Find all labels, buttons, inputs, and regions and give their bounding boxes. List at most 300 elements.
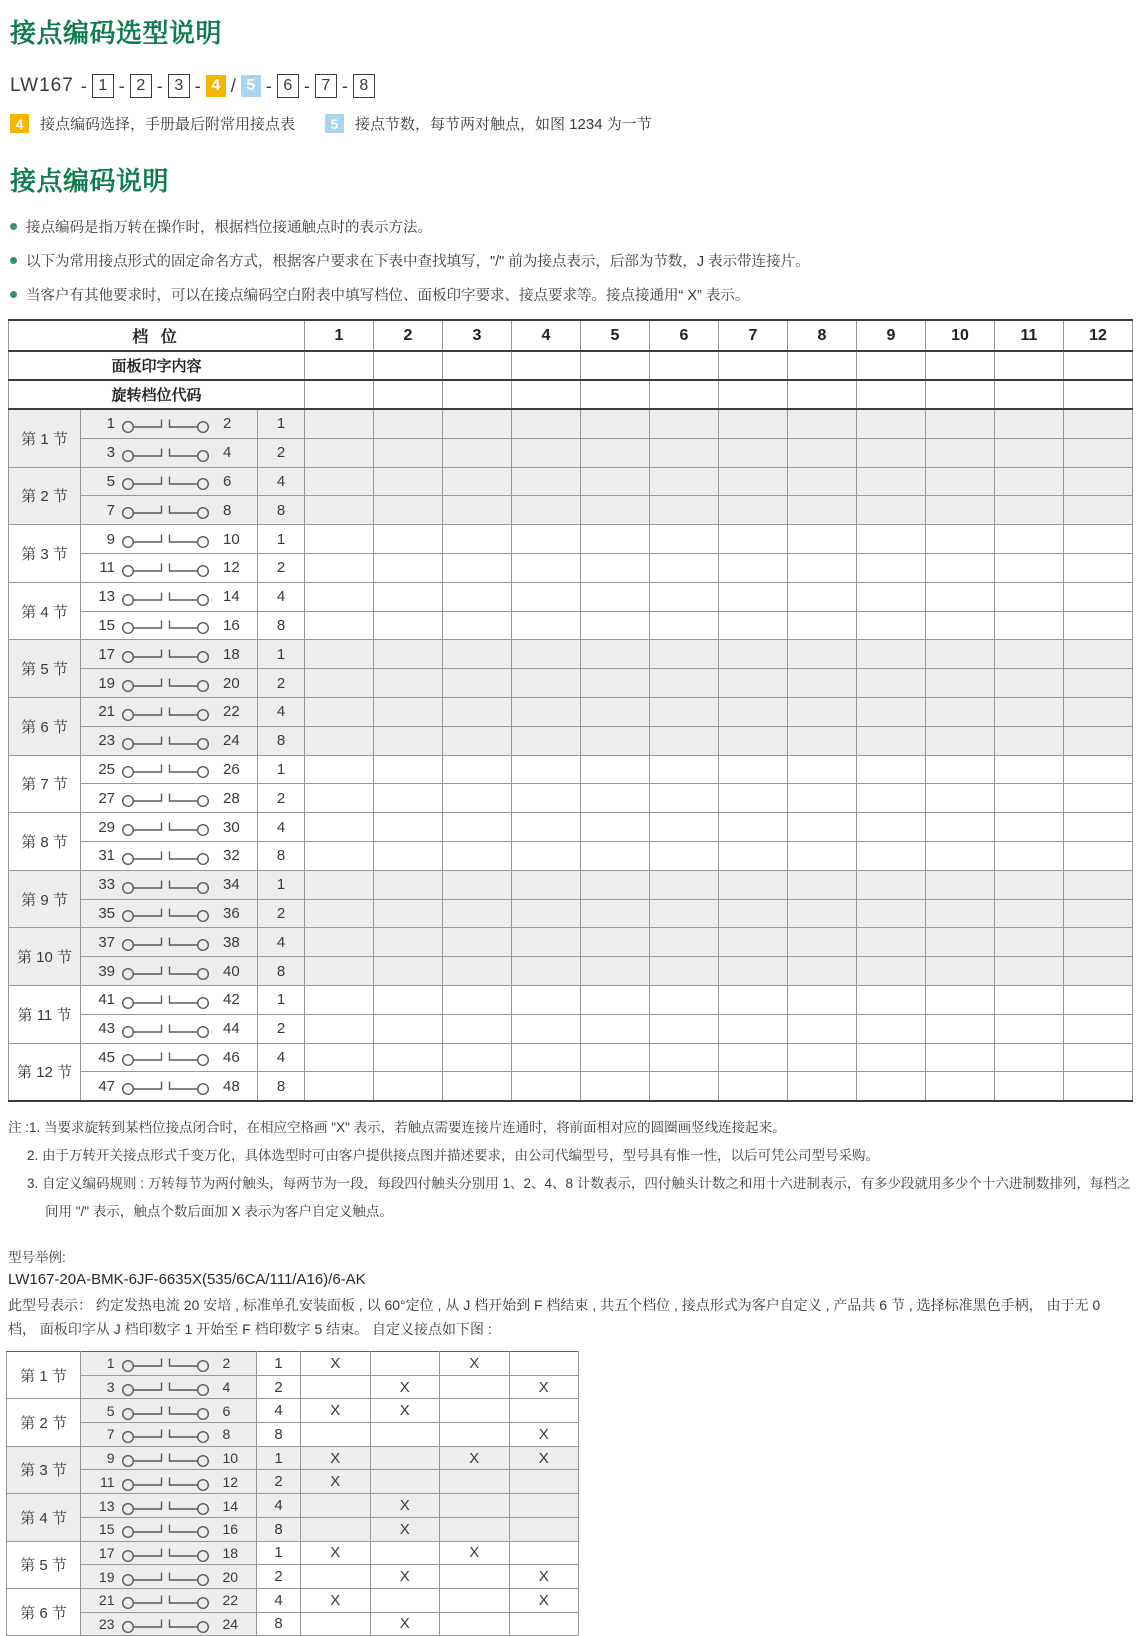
contact-mark-cell <box>370 1470 440 1494</box>
grid-cell <box>995 726 1064 755</box>
grid-cell <box>788 640 857 669</box>
grid-cell <box>581 985 650 1014</box>
gear-col-header: 10 <box>926 320 995 351</box>
grid-cell <box>305 409 374 438</box>
section-label: 第 1 节 <box>9 409 81 467</box>
contact-row <box>9 1072 1133 1101</box>
grid-cell <box>443 899 512 928</box>
rotary-code-cell <box>374 380 443 409</box>
terminal-number-right: 42 <box>223 991 240 1009</box>
legend-badge-4: 4 <box>10 114 29 133</box>
grid-cell <box>995 669 1064 698</box>
grid-cell <box>443 582 512 611</box>
grid-cell <box>926 813 995 842</box>
grid-cell <box>443 1043 512 1072</box>
panel-print-cell <box>374 351 443 380</box>
code-cell: 2 <box>258 438 305 467</box>
contact-row <box>9 525 1133 554</box>
contact-cell <box>81 899 258 928</box>
example-row <box>7 1423 579 1447</box>
note-2 <box>27 1142 1132 1170</box>
grid-cell <box>581 870 650 899</box>
grid-cell <box>512 697 581 726</box>
terminal-number-left: 7 <box>106 501 115 519</box>
gear-col-header: 11 <box>995 320 1064 351</box>
grid-cell <box>374 525 443 554</box>
contact-symbol <box>81 1472 256 1492</box>
contact-cell <box>81 755 258 784</box>
terminal-number-left: 25 <box>98 760 115 778</box>
grid-cell <box>305 841 374 870</box>
grid-cell <box>374 611 443 640</box>
terminal-number-right: 2 <box>222 1355 231 1372</box>
grid-cell <box>512 928 581 957</box>
grid-cell <box>995 985 1064 1014</box>
contact-symbol <box>81 587 257 607</box>
grid-cell <box>443 755 512 784</box>
terminal-number-right: 22 <box>222 1592 239 1609</box>
section-label: 第 6 节 <box>9 697 81 755</box>
code-cell: 1 <box>257 1352 301 1376</box>
panel-print-cell <box>581 351 650 380</box>
grid-cell <box>650 841 719 870</box>
grid-cell <box>719 870 788 899</box>
grid-cell <box>1064 467 1133 496</box>
grid-cell <box>443 928 512 957</box>
contact-row <box>9 726 1133 755</box>
section-label: 第 12 节 <box>9 1043 81 1101</box>
contact-symbol <box>81 1047 257 1067</box>
contact-cell <box>81 813 258 842</box>
contact-symbol <box>81 1543 256 1563</box>
grid-cell <box>926 467 995 496</box>
grid-cell <box>374 669 443 698</box>
contact-mark-cell <box>440 1612 510 1636</box>
grid-cell <box>374 553 443 582</box>
code-cell: 2 <box>258 1014 305 1043</box>
example-row <box>7 1588 579 1612</box>
contact-mark-cell <box>301 1612 371 1636</box>
grid-cell <box>374 496 443 525</box>
grid-cell <box>719 1014 788 1043</box>
grid-cell <box>374 841 443 870</box>
contact-symbol <box>81 644 257 664</box>
terminal-number-left: 9 <box>106 1450 115 1467</box>
terminal-number-right: 22 <box>223 703 240 721</box>
contact-mark-cell <box>301 1423 371 1447</box>
grid-cell <box>305 640 374 669</box>
terminal-number-right: 24 <box>223 732 240 750</box>
grid-cell <box>857 525 926 554</box>
code-cell: 4 <box>258 697 305 726</box>
grid-cell <box>719 841 788 870</box>
contact-mark-cell <box>440 1494 510 1518</box>
legend-item-4 <box>10 113 295 134</box>
grid-cell <box>788 553 857 582</box>
contact-symbol <box>81 1496 256 1516</box>
grid-cell <box>650 985 719 1014</box>
grid-cell <box>581 957 650 986</box>
bullet-dot-icon <box>10 223 17 230</box>
contact-mark-cell <box>301 1494 371 1518</box>
note-1 <box>8 1114 1132 1142</box>
grid-cell <box>305 669 374 698</box>
grid-cell <box>443 525 512 554</box>
grid-cell <box>1064 525 1133 554</box>
contact-symbol <box>81 759 257 779</box>
contact-symbol <box>81 990 257 1010</box>
section-label: 第 9 节 <box>9 870 81 928</box>
contact-symbol <box>81 903 257 923</box>
terminal-number-right: 34 <box>223 876 240 894</box>
grid-cell <box>512 1043 581 1072</box>
grid-cell <box>995 496 1064 525</box>
example-row <box>7 1612 579 1636</box>
contact-switch-icon <box>121 1519 217 1539</box>
contact-switch-icon <box>121 1543 217 1563</box>
code-cell: 8 <box>257 1517 301 1541</box>
grid-cell <box>1064 611 1133 640</box>
terminal-number-right: 44 <box>223 1020 240 1038</box>
note-text: 由于万转开关接点形式千变万化，具体选型时可由客户提供接点图并描述要求，由公司代编型号，型号具有惟一性，以后可凭公司型号采购。 <box>42 1148 880 1164</box>
grid-cell <box>1064 1014 1133 1043</box>
contact-cell <box>81 1541 257 1565</box>
grid-cell <box>857 985 926 1014</box>
legend-text-5: 接点节数，每节两对触点，如图 1234 为一节 <box>355 116 652 133</box>
contact-symbol <box>81 500 257 520</box>
grid-cell <box>581 784 650 813</box>
contact-switch-icon <box>121 817 217 837</box>
grid-cell <box>926 899 995 928</box>
gear-col-header: 8 <box>788 320 857 351</box>
contact-cell <box>81 1423 257 1447</box>
contact-symbol <box>81 1076 257 1096</box>
grid-cell <box>926 1072 995 1101</box>
gear-col-header: 2 <box>374 320 443 351</box>
contact-mark-cell <box>440 1399 510 1423</box>
grid-cell <box>512 985 581 1014</box>
terminal-number-left: 39 <box>98 962 115 980</box>
terminal-number-left: 9 <box>106 530 115 548</box>
contact-cell <box>81 1352 257 1376</box>
contact-switch-icon <box>121 471 217 491</box>
grid-cell <box>719 525 788 554</box>
grid-cell <box>1064 899 1133 928</box>
grid-cell <box>788 669 857 698</box>
grid-cell <box>581 755 650 784</box>
notes-block <box>8 1114 1132 1226</box>
terminal-number-right: 48 <box>223 1077 240 1095</box>
terminal-number-right: 8 <box>222 1426 231 1443</box>
grid-cell <box>512 496 581 525</box>
gear-col-header: 3 <box>443 320 512 351</box>
note-number: 2. <box>27 1148 39 1164</box>
grid-cell <box>512 438 581 467</box>
terminal-number-left: 11 <box>99 559 115 577</box>
grid-cell <box>581 813 650 842</box>
gear-col-header: 5 <box>581 320 650 351</box>
contact-cell <box>81 1043 258 1072</box>
contact-row <box>9 957 1133 986</box>
grid-cell <box>374 899 443 928</box>
example-contact-table <box>6 1351 579 1636</box>
grid-cell <box>788 409 857 438</box>
grid-cell <box>512 409 581 438</box>
rotary-code-cell <box>995 380 1064 409</box>
grid-cell <box>512 525 581 554</box>
model-separator: - <box>194 75 201 96</box>
grid-cell <box>305 813 374 842</box>
contact-symbol <box>81 1019 257 1039</box>
gear-col-header: 1 <box>305 320 374 351</box>
grid-cell <box>995 1072 1064 1101</box>
grid-cell <box>857 611 926 640</box>
grid-cell <box>305 611 374 640</box>
contact-cell <box>81 1494 257 1518</box>
contact-mark-cell <box>370 1588 440 1612</box>
code-cell: 1 <box>258 640 305 669</box>
grid-cell <box>788 841 857 870</box>
grid-cell <box>443 496 512 525</box>
rotary-code-cell <box>719 380 788 409</box>
grid-cell <box>305 870 374 899</box>
terminal-number-left: 47 <box>98 1077 115 1095</box>
contact-cell <box>81 640 258 669</box>
gear-col-header: 4 <box>512 320 581 351</box>
terminal-number-left: 19 <box>98 674 115 692</box>
terminal-number-right: 24 <box>222 1615 239 1632</box>
contact-symbol <box>81 817 257 837</box>
grid-cell <box>995 1043 1064 1072</box>
contact-mark-cell <box>440 1588 510 1612</box>
grid-cell <box>719 496 788 525</box>
grid-cell <box>443 467 512 496</box>
note-text: 当要求旋转到某档位接点闭合时，在相应空格画 "X" 表示，若触点需要连接片连通时，将前面相对应的圆圈画竖线连接起来。 <box>44 1120 786 1136</box>
datasheet-page <box>0 13 1140 1633</box>
contact-cell <box>81 1612 257 1636</box>
grid-cell <box>1064 438 1133 467</box>
grid-cell <box>512 755 581 784</box>
contact-switch-icon <box>121 903 217 923</box>
grid-cell <box>374 928 443 957</box>
terminal-number-right: 8 <box>223 501 232 519</box>
code-cell: 8 <box>258 611 305 640</box>
terminal-number-left: 17 <box>98 645 115 663</box>
terminal-number-left: 13 <box>98 588 115 606</box>
grid-cell <box>788 697 857 726</box>
grid-cell <box>857 928 926 957</box>
code-cell: 8 <box>258 496 305 525</box>
code-cell: 2 <box>258 784 305 813</box>
terminal-number-right: 18 <box>223 645 240 663</box>
contact-row <box>9 611 1133 640</box>
grid-cell <box>788 438 857 467</box>
example-description: 此型号表示： 约定发热电流 20 安培 , 标准单孔安装面板 , 以 60°定位 , 从 J 档开始到 F 档结束 , 共五个档位 , 接点形式为客户自定义 , 产品共 6 节 , 选择标准黑色手柄， 由于无 0 档， 面板印字从 J 档印数字 1 开始至 F 档印数字 5 结束。 自定义接点如下图 : <box>8 1296 1101 1337</box>
contact-mark-cell <box>370 1446 440 1470</box>
grid-cell <box>512 467 581 496</box>
grid-cell <box>512 870 581 899</box>
contact-mark-cell <box>370 1352 440 1376</box>
grid-cell <box>719 467 788 496</box>
contact-symbol <box>81 1424 256 1444</box>
grid-cell <box>995 697 1064 726</box>
contact-cell <box>81 870 258 899</box>
grid-cell <box>581 1014 650 1043</box>
contact-mark-cell <box>509 1517 579 1541</box>
gear-col-header: 12 <box>1064 320 1133 351</box>
grid-cell <box>512 611 581 640</box>
contact-cell <box>81 525 258 554</box>
grid-cell <box>926 611 995 640</box>
grid-cell <box>995 438 1064 467</box>
contact-mark-cell: X <box>370 1517 440 1541</box>
rotary-code-cell <box>650 380 719 409</box>
grid-cell <box>857 553 926 582</box>
grid-cell <box>995 1014 1064 1043</box>
rotary-code-cell <box>581 380 650 409</box>
contact-switch-icon <box>121 1590 217 1610</box>
grid-cell <box>995 467 1064 496</box>
contact-symbol <box>81 731 257 751</box>
grid-cell <box>1064 496 1133 525</box>
model-box-3: 3 <box>168 74 190 98</box>
contact-switch-icon <box>121 702 217 722</box>
model-prefix: LW167 <box>10 75 74 96</box>
contact-cell <box>81 784 258 813</box>
bullet-list <box>10 216 1140 305</box>
panel-print-cell <box>650 351 719 380</box>
terminal-number-left: 45 <box>98 1048 115 1066</box>
terminal-number-left: 1 <box>106 415 115 433</box>
code-cell: 4 <box>258 813 305 842</box>
code-cell: 8 <box>258 841 305 870</box>
contact-switch-icon <box>121 673 217 693</box>
grid-cell <box>305 467 374 496</box>
grid-cell <box>995 582 1064 611</box>
contact-row <box>9 985 1133 1014</box>
grid-cell <box>926 1043 995 1072</box>
contact-row <box>9 438 1133 467</box>
contact-symbol <box>81 1401 256 1421</box>
bullet-text: 当客户有其他要求时，可以在接点编码空白附表中填写档位、面板印字要求、接点要求等。接点接通用“ X” 表示。 <box>26 288 750 304</box>
grid-cell <box>374 957 443 986</box>
model-separator: - <box>156 75 163 96</box>
contact-row <box>9 899 1133 928</box>
grid-cell <box>305 985 374 1014</box>
grid-cell <box>857 899 926 928</box>
contact-symbol <box>81 702 257 722</box>
grid-cell <box>581 611 650 640</box>
contact-symbol <box>81 788 257 808</box>
grid-cell <box>857 784 926 813</box>
grid-cell <box>926 755 995 784</box>
grid-cell <box>374 1014 443 1043</box>
grid-cell <box>374 1043 443 1072</box>
contact-cell <box>81 409 258 438</box>
contact-cell <box>81 1565 257 1589</box>
grid-cell <box>374 409 443 438</box>
contact-cell <box>81 1399 257 1423</box>
example-row <box>7 1517 579 1541</box>
panel-print-cell <box>857 351 926 380</box>
section-label: 第 2 节 <box>9 467 81 525</box>
grid-cell <box>857 870 926 899</box>
example-row <box>7 1541 579 1565</box>
grid-cell <box>788 928 857 957</box>
grid-cell <box>512 1014 581 1043</box>
legend-item-5 <box>325 113 652 134</box>
code-cell: 4 <box>257 1588 301 1612</box>
contact-symbol <box>81 443 257 463</box>
terminal-number-left: 27 <box>98 789 115 807</box>
contact-mark-cell: X <box>509 1423 579 1447</box>
note-number: 3. <box>27 1176 39 1191</box>
grid-cell <box>650 611 719 640</box>
grid-cell <box>719 409 788 438</box>
grid-cell <box>995 957 1064 986</box>
section-label: 第 5 节 <box>9 640 81 698</box>
grid-cell <box>1064 409 1133 438</box>
grid-cell <box>1064 669 1133 698</box>
contact-row <box>9 813 1133 842</box>
terminal-number-right: 16 <box>223 616 240 634</box>
grid-cell <box>374 1072 443 1101</box>
grid-cell <box>581 409 650 438</box>
panel-print-label: 面板印字内容 <box>9 351 305 380</box>
contact-cell <box>81 841 258 870</box>
contact-mark-cell <box>301 1375 371 1399</box>
grid-cell <box>581 899 650 928</box>
contact-mark-cell: X <box>440 1541 510 1565</box>
contact-switch-icon <box>121 731 217 751</box>
code-cell: 1 <box>258 870 305 899</box>
grid-cell <box>443 726 512 755</box>
model-separator: - <box>118 75 125 96</box>
grid-cell <box>995 409 1064 438</box>
terminal-number-right: 36 <box>223 904 240 922</box>
legend-row <box>10 113 1140 134</box>
grid-cell <box>443 553 512 582</box>
grid-cell <box>926 409 995 438</box>
terminal-number-right: 4 <box>223 444 232 462</box>
contact-switch-icon <box>121 1448 217 1468</box>
grid-cell <box>788 611 857 640</box>
grid-cell <box>788 870 857 899</box>
grid-cell <box>650 553 719 582</box>
contact-switch-icon <box>121 1377 217 1397</box>
terminal-number-right: 6 <box>222 1402 231 1419</box>
grid-cell <box>305 928 374 957</box>
contact-symbol <box>81 673 257 693</box>
contact-cell <box>81 582 258 611</box>
grid-cell <box>443 640 512 669</box>
terminal-number-right: 26 <box>223 760 240 778</box>
bullet-text: 接点编码是指万转在操作时，根据档位接通触点时的表示方法。 <box>26 220 432 236</box>
grid-cell <box>857 726 926 755</box>
model-box-5-highlighted: 5 <box>241 75 261 97</box>
example-row <box>7 1375 579 1399</box>
contact-mark-cell: X <box>370 1375 440 1399</box>
grid-cell <box>719 611 788 640</box>
grid-cell <box>305 1014 374 1043</box>
grid-cell <box>926 1014 995 1043</box>
grid-cell <box>1064 726 1133 755</box>
code-cell: 2 <box>258 553 305 582</box>
grid-cell <box>995 525 1064 554</box>
grid-cell <box>650 870 719 899</box>
grid-cell <box>788 755 857 784</box>
grid-cell <box>512 582 581 611</box>
